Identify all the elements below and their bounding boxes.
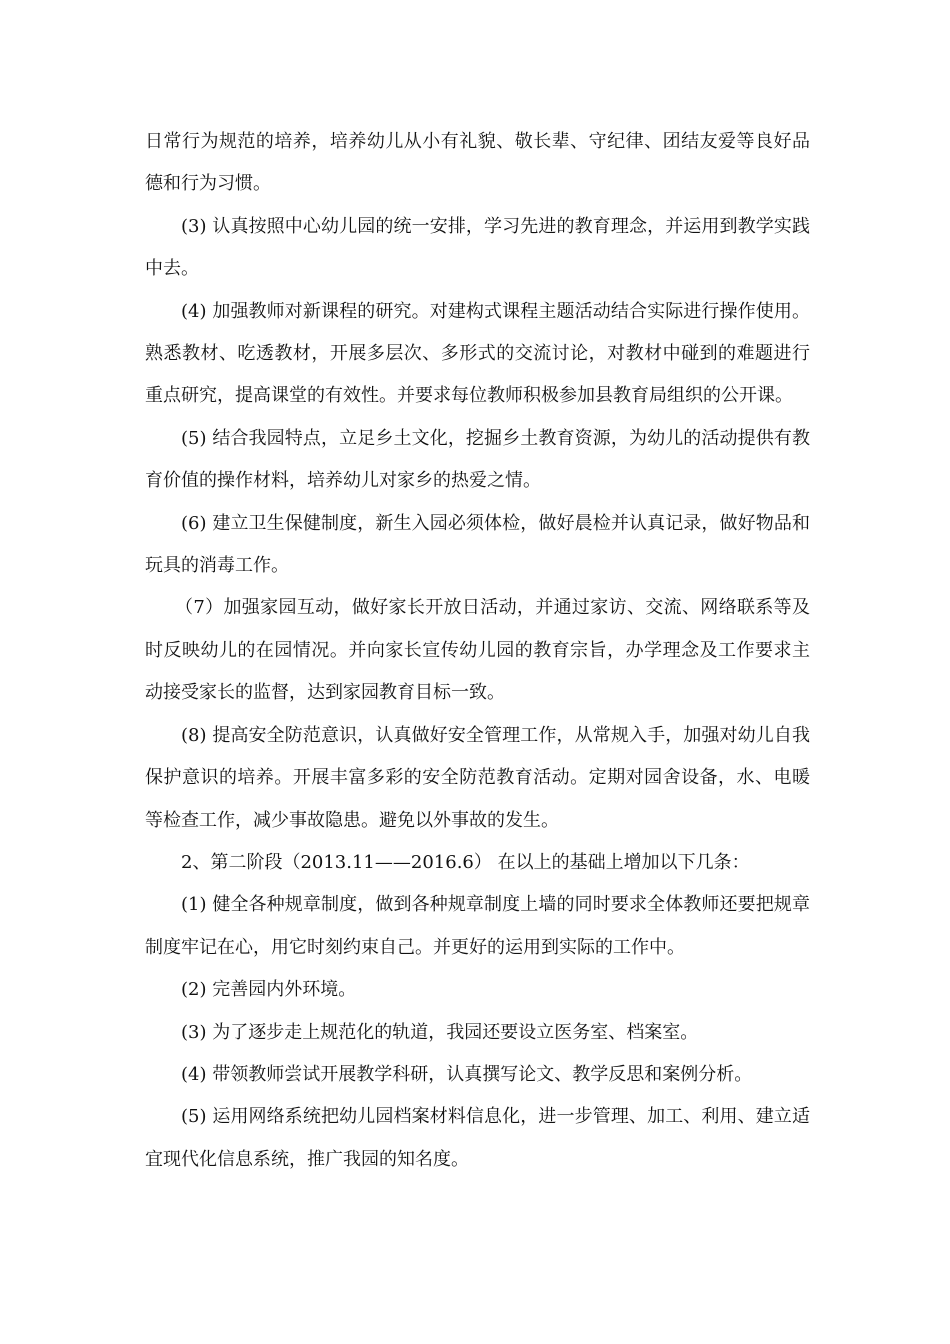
paragraph-daily-norms: 日常行为规范的培养，培养幼儿从小有礼貌、敬长辈、守纪律、团结友爱等良好品德和行为习惯。: [145, 131, 810, 195]
paragraph-phase2-item-3: (3) 为了逐步走上规范化的轨道，我园还要设立医务室、档案室。: [181, 1021, 699, 1043]
paragraph-phase2-item-5: (5) 运用网络系统把幼儿园档案材料信息化，进一步管理、加工、利用、建立适宜现代化信息系统，推广我园的知名度。: [145, 1106, 810, 1170]
paragraph-item-7: （7）加强家园互动，做好家长开放日活动，并通过家访、交流、网络联系等及时反映幼儿的在园情况。并向家长宣传幼儿园的教育宗旨，办学理念及工作要求主动接受家长的监督，达到家园教育目标一致。: [145, 597, 810, 704]
paragraph-item-4: (4) 加强教师对新课程的研究。对建构式课程主题活动结合实际进行操作使用。熟悉教材、吃透教材，开展多层次、多形式的交流讨论，对教材中碰到的难题进行重点研究，提高课堂的有效性。并要求每位教师积极参加县教育局组织的公开课。: [145, 300, 810, 407]
paragraph-phase2-item-1: (1) 健全各种规章制度，做到各种规章制度上墙的同时要求全体教师还要把规章制度牢记在心，用它时刻约束自己。并更好的运用到实际的工作中。: [145, 894, 810, 958]
paragraph-item-3: (3) 认真按照中心幼儿园的统一安排，学习先进的教育理念，并运用到教学实践中去。: [145, 215, 810, 280]
paragraph-phase2-item-4: (4) 带领教师尝试开展教学科研，认真撰写论文、教学反思和案例分析。: [181, 1063, 753, 1085]
paragraph-phase2-item-2: (2) 完善园内外环境。: [181, 979, 357, 1001]
document-body: [145, 121, 810, 1181]
paragraph-item-6: (6) 建立卫生保健制度，新生入园必须体检，做好晨检并认真记录，做好物品和玩具的消毒工作。: [145, 512, 810, 577]
paragraph-item-5: (5) 结合我园特点，立足乡土文化，挖掘乡土教育资源，为幼儿的活动提供有教育价值的操作材料，培养幼儿对家乡的热爱之情。: [145, 427, 810, 492]
section-heading-phase-2: 2、第二阶段（2013.11——2016.6） 在以上的基础上增加以下几条：: [181, 851, 750, 873]
paragraph-item-8: (8) 提高安全防范意识，认真做好安全管理工作，从常规入手，加强对幼儿自我保护意识的培养。开展丰富多彩的安全防范教育活动。定期对园舍设备，水、电暖等检查工作，减少事故隐患。避免以外事故的发生。: [145, 724, 810, 831]
